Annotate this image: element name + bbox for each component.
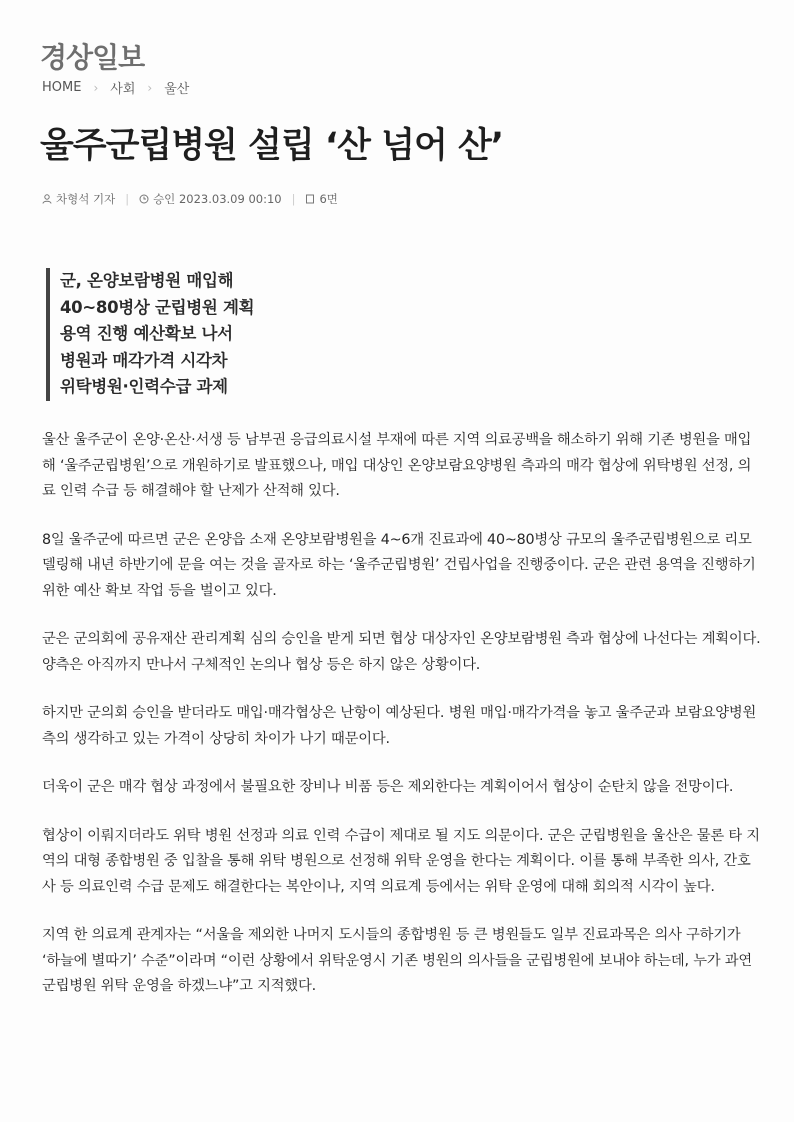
article-summary xyxy=(46,268,254,401)
reporter-info xyxy=(42,191,115,207)
article-body xyxy=(42,428,762,1023)
summary-line: 위탁병원·인력수급 과제 xyxy=(60,377,228,396)
article-paragraph: 울산 울주군이 온양·온산·서생 등 남부권 응급의료시설 부재에 따른 지역 의료공백을 해소하기 위해 기존 병원을 매입해 ‘울주군립병원’으로 개원하기로 발표했으나, 매입 대상인 온양보람요양병원 측과의 매각 협상에 위탁병원 선정, 의료 인력 수급 등 해결해야 할 난제가 산적해 있다. xyxy=(42,432,752,499)
meta-divider: | xyxy=(291,192,296,206)
meta-divider: | xyxy=(125,192,130,206)
article-paragraph: 협상이 이뤄지더라도 위탁 병원 선정과 의료 인력 수급이 제대로 될 지도 의문이다. 군은 군립병원을 울산은 물론 타 지역의 대형 종합병원 중 입찰을 통해 위탁 병원으로 선정해 위탁 운영을 한다는 계획이다. 이를 통해 부족한 의사, 간호사 등 의료인력 수급 문제도 해결한다는 복안이나, 지역 의료계 등에서는 위탁 운영에 대해 회의적 시각이 높다. xyxy=(42,827,760,895)
chevron-right-icon: › xyxy=(147,80,153,95)
summary-line: 군, 온양보람병원 매입해 xyxy=(60,271,234,290)
article-title: 울주군립병원 설립 ‘산 넘어 산’ xyxy=(40,126,504,166)
page-number: 6면 xyxy=(319,192,338,206)
summary-line: 40~80병상 군립병원 계획 xyxy=(60,297,255,317)
article-paragraph: 더욱이 군은 매각 협상 과정에서 불필요한 장비나 비품 등은 제외한다는 계획이어서 협상이 순탄치 않을 전망이다. xyxy=(42,779,734,795)
reporter-name[interactable]: 차형석 기자 xyxy=(56,192,116,206)
newspaper-logo[interactable]: 경상일보 xyxy=(40,41,145,74)
article-paragraph: 군은 군의회에 공유재산 관리계획 심의 승인을 받게 되면 협상 대상자인 온양보람병원 측과 협상에 나선다는 계획이다. 양측은 아직까지 만나서 구체적인 논의나 협상 등은 하지 않은 상황이다. xyxy=(42,631,761,673)
summary-line: 용역 진행 예산확보 나서 xyxy=(60,324,233,343)
page-icon xyxy=(305,194,315,204)
page-info xyxy=(305,191,337,207)
chevron-right-icon: › xyxy=(93,80,99,95)
summary-line: 병원과 매각가격 시각차 xyxy=(60,350,228,370)
approval-datetime: 승인 2023.03.09 00:10 xyxy=(153,192,282,206)
clock-icon xyxy=(139,194,149,204)
breadcrumb-subsection-link[interactable]: 울산 xyxy=(164,82,190,97)
person-icon xyxy=(42,194,52,204)
breadcrumb xyxy=(42,78,189,97)
article-paragraph: 하지만 군의회 승인을 받더라도 매입·매각협상은 난항이 예상된다. 병원 매입·매각가격을 놓고 울주군과 보람요양병원측의 생각하고 있는 가격이 상당히 차이가 나기 때문이다. xyxy=(42,705,757,747)
breadcrumb-home-link[interactable]: HOME xyxy=(42,80,82,95)
breadcrumb-section-link[interactable]: 사회 xyxy=(110,82,136,97)
article-paragraph: 8일 울주군에 따르면 군은 온양읍 소재 온양보람병원을 4~6개 진료과에 40~80병상 규모의 울주군립병원으로 리모델링해 내년 하반기에 문을 여는 것을 골자로 하는 ‘울주군립병원’ 건립사업을 진행중이다. 군은 관련 용역을 진행하기 위한 예산 확보 작업 등을 벌이고 있다. xyxy=(42,531,756,599)
article-meta xyxy=(42,191,338,207)
article-paragraph: 지역 한 의료계 관계자는 “서울을 제외한 나머지 도시들의 종합병원 등 큰 병원들도 일부 진료과목은 의사 구하기가 ‘하늘에 별따기’ 수준”이라며 “이런 상황에서 위탁운영시 기존 병원의 의사들을 군립병원에 보내야 하는데, 누가 과연 군립병원 위탁 운영을 하겠느냐”고 지적했다. xyxy=(42,927,753,994)
approval-info xyxy=(139,191,282,207)
